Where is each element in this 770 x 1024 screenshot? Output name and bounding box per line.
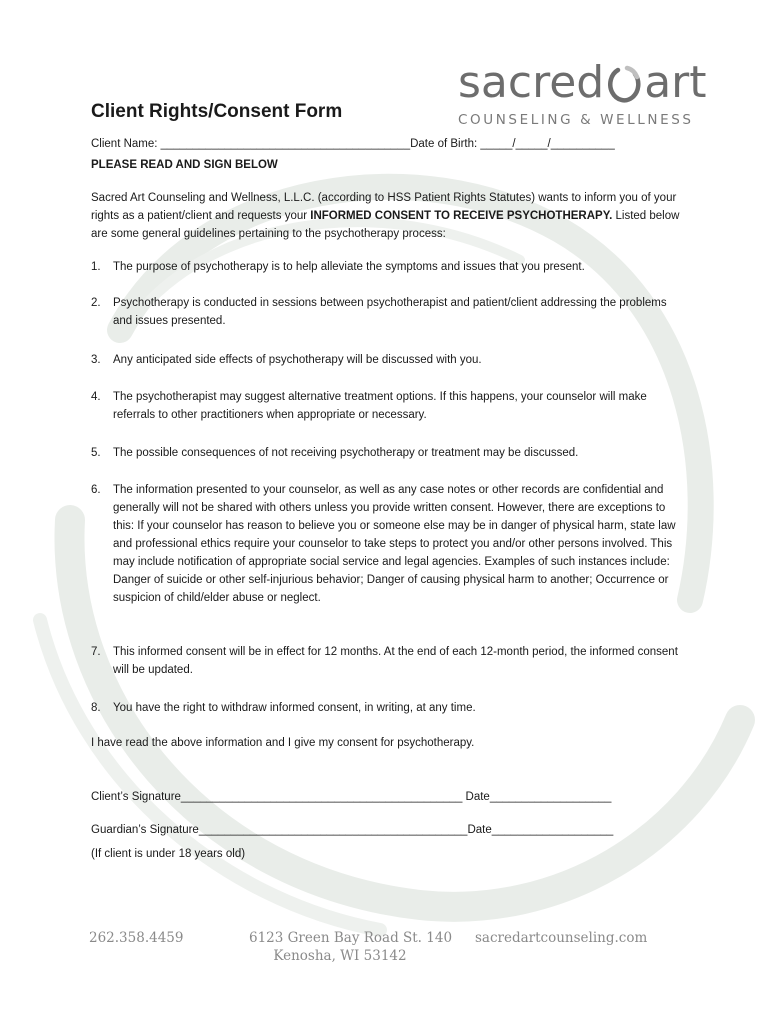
list-item-number: 1. xyxy=(91,261,101,273)
list-item-text: Psychotherapy is conducted in sessions between psychotherapist and patient/client addressing the problems and issues presented. xyxy=(113,297,667,327)
list-item-text: The possible consequences of not receiving psychotherapy or treatment may be discussed. xyxy=(113,447,579,459)
list-item-text: The information presented to your counselor, as well as any case notes or other records are confidential and generally will not be shared with others unless you provide written consent. However, there are exceptions to this: If your counselor has reason to believe you or someone else may be in danger of physical harm, state law and professional ethics require your counselor to take steps to protect you and/or other persons involved. This may include notification of appropriate social service and legal agencies. Examples of such instances include: Danger of suicide or other self-injurious behavior; Danger of causing physical harm to another; Occurrence or suspicion of child/elder abuse or neglect. xyxy=(113,484,676,604)
company-logo xyxy=(458,58,708,128)
list-item-number: 8. xyxy=(91,702,101,714)
intro-paragraph xyxy=(91,189,681,243)
guardian-signature-field[interactable]: Guardian’s Signature__________________________________________Date___________________ xyxy=(91,824,614,836)
list-item-number: 5. xyxy=(91,447,101,459)
logo-ring-icon xyxy=(608,65,642,103)
list-item-text: Any anticipated side effects of psychotherapy will be discussed with you. xyxy=(113,354,482,366)
footer-phone: 262.358.4459 xyxy=(89,930,184,946)
consent-statement: I have read the above information and I give my consent for psychotherapy. xyxy=(91,737,475,749)
form-title: Client Rights/Consent Form xyxy=(91,101,343,122)
list-item-number: 6. xyxy=(91,484,101,496)
logo-wordmark xyxy=(458,58,708,108)
list-item-text: The psychotherapist may suggest alternative treatment options. If this happens, your counselor will make referrals to other practitioners when appropriate or necessary. xyxy=(113,391,647,421)
footer-address xyxy=(249,930,453,964)
footer-address-line2: Kenosha, WI 53142 xyxy=(273,948,407,964)
footer-website: sacredartcounseling.com xyxy=(475,930,648,946)
list-item-number: 4. xyxy=(91,391,101,403)
logo-tagline: COUNSELING & WELLNESS xyxy=(458,112,694,128)
list-item-number: 3. xyxy=(91,354,101,366)
intro-text-bold: INFORMED CONSENT TO RECEIVE PSYCHOTHERAPY. xyxy=(310,210,613,222)
logo-word-left: sacred xyxy=(458,57,605,108)
instruction-heading: PLEASE READ AND SIGN BELOW xyxy=(91,159,278,171)
list-item-text: This informed consent will be in effect for 12 months. At the end of each 12-month period, the informed consent will be updated. xyxy=(113,646,678,676)
list-item-text: The purpose of psychotherapy is to help alleviate the symptoms and issues that you present. xyxy=(113,261,585,273)
guardian-note: (If client is under 18 years old) xyxy=(91,848,246,860)
intro-text-part2: Listed below are some general guidelines pertaining to the psychotherapy process: xyxy=(91,210,680,240)
client-signature-field[interactable]: Client’s Signature____________________________________________ Date___________________ xyxy=(91,791,612,803)
list-item-number: 2. xyxy=(91,297,101,309)
footer-address-line1: 6123 Green Bay Road St. 140 xyxy=(249,930,453,946)
client-name-dob-line: Client Name: _______________________________________Date of Birth: _____/_____/__________ xyxy=(91,138,615,150)
intro-text-part1: Sacred Art Counseling and Wellness, L.L.C. (according to HSS Patient Rights Statutes) wants to inform you of your rights as a patient/client and requests your xyxy=(91,192,677,222)
list-item-text: You have the right to withdraw informed consent, in writing, at any time. xyxy=(113,702,476,714)
list-item-number: 7. xyxy=(91,646,101,658)
logo-word-right: art xyxy=(644,57,707,108)
